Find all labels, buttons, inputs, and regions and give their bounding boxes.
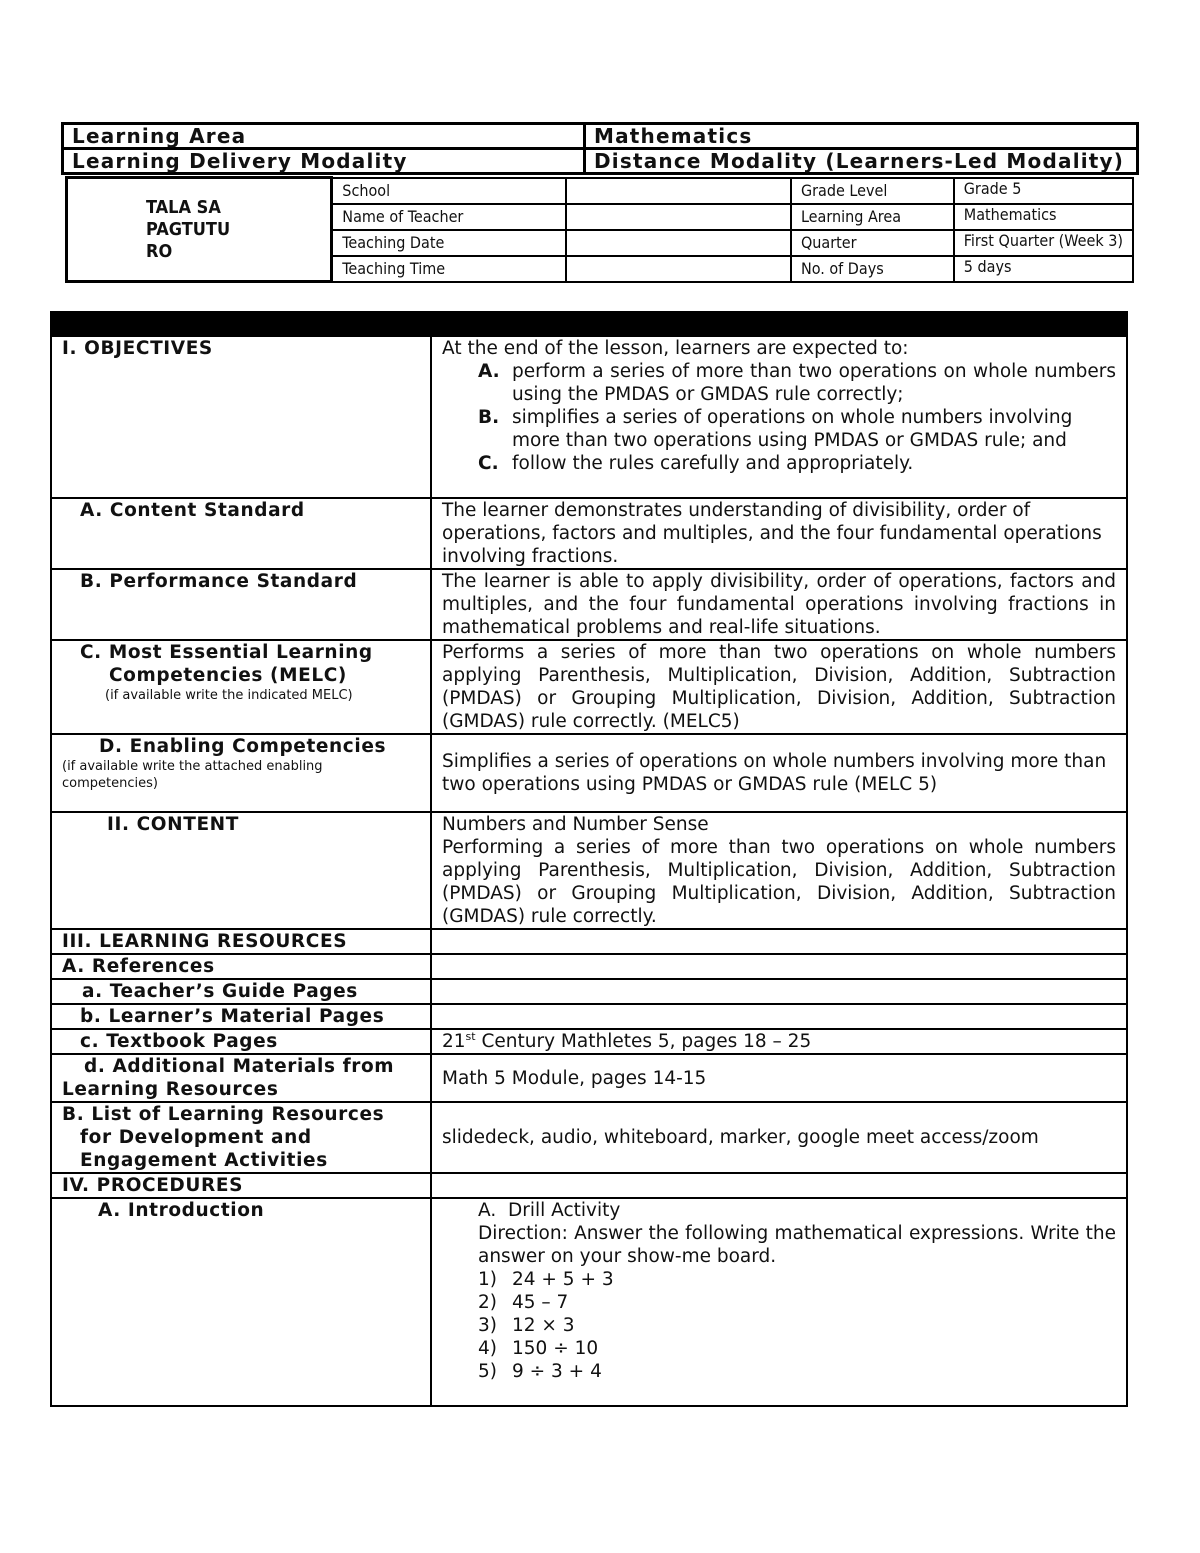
list-marker: B. bbox=[478, 407, 500, 428]
additional-materials-label bbox=[51, 1054, 431, 1102]
tg-pages-label: a. Teacher’s Guide Pages bbox=[51, 979, 431, 1004]
list-text: 150 ÷ 10 bbox=[512, 1338, 599, 1359]
teaching-time-label: Teaching Time bbox=[332, 256, 567, 282]
expressions-list bbox=[442, 1268, 1116, 1383]
table-row bbox=[51, 812, 1127, 929]
list-text: simplifies a series of operations on whole numbers involving more than two operations using PMDAS or GMDAS rule; and bbox=[512, 407, 1073, 451]
list-text: 9 ÷ 3 + 4 bbox=[512, 1361, 602, 1382]
list-resources-value: slidedeck, audio, whiteboard, marker, google meet access/zoom bbox=[431, 1102, 1127, 1173]
textbook-num: 21 bbox=[442, 1031, 466, 1052]
list-marker: 4) bbox=[478, 1338, 497, 1359]
performance-standard-label: B. Performance Standard bbox=[51, 569, 431, 640]
melc-label-line: C. Most Essential Learning bbox=[80, 642, 373, 663]
enabling-note: (if available write the attached enabling competencies) bbox=[62, 759, 323, 791]
list-item bbox=[478, 1337, 1116, 1360]
school-info-table bbox=[65, 176, 1134, 283]
references-label: A. References bbox=[51, 954, 431, 979]
list-text: 12 × 3 bbox=[512, 1315, 575, 1336]
list-item bbox=[478, 1291, 1116, 1314]
content-standard-text: The learner demonstrates understanding of divisibility, order of operations, factors and multiples, and the four fundamental operations involving fractions. bbox=[431, 498, 1127, 569]
list-item bbox=[478, 1314, 1116, 1337]
introduction-label: A. Introduction bbox=[51, 1198, 431, 1406]
info-title-line: RO bbox=[146, 240, 173, 262]
list-text: 45 – 7 bbox=[512, 1292, 569, 1313]
list-item bbox=[478, 406, 1116, 452]
teacher-label: Name of Teacher bbox=[332, 204, 567, 230]
content-text: Performing a series of more than two operations on whole numbers applying Parenthesis, Multiplication, Division, Addition, Subtraction (PMDAS) or Grouping Multiplication, Division, Addition, Subtraction (GMDAS) rule correctly. bbox=[442, 837, 1116, 927]
textbook-pages-value bbox=[431, 1029, 1127, 1054]
list-item bbox=[478, 452, 1116, 475]
drill-direction: Direction: Answer the following mathematical expressions. Write the answer on your show-me board. bbox=[478, 1223, 1116, 1267]
empty-cell bbox=[431, 979, 1127, 1004]
melc-label-line: Competencies (MELC) bbox=[109, 665, 347, 686]
empty-cell bbox=[431, 1004, 1127, 1029]
table-row bbox=[51, 954, 1127, 979]
teaching-date-label: Teaching Date bbox=[332, 230, 567, 256]
teaching-time-value bbox=[566, 256, 790, 282]
teacher-value bbox=[566, 204, 790, 230]
quarter-label: Quarter bbox=[791, 230, 954, 256]
melc-text: Performs a series of more than two operations on whole numbers applying Parenthesis, Multiplication, Division, Addition, Subtraction (PMDAS) or Grouping Multiplication, Division, Addition, Subtraction (GMDAS) rule correctly. (MELC5) bbox=[431, 640, 1127, 734]
table-row bbox=[51, 929, 1127, 954]
days-value: 5 days bbox=[954, 256, 1133, 282]
list-marker: 2) bbox=[478, 1292, 497, 1313]
learning-area-label: Learning Area bbox=[63, 124, 585, 149]
resources-label: III. LEARNING RESOURCES bbox=[51, 929, 431, 954]
list-marker: 5) bbox=[478, 1361, 497, 1382]
textbook-pages-label: c. Textbook Pages bbox=[51, 1029, 431, 1054]
modality-label: Learning Delivery Modality bbox=[63, 149, 585, 174]
additional-materials-value: Math 5 Module, pages 14-15 bbox=[431, 1054, 1127, 1102]
lm-pages-label: b. Learner’s Material Pages bbox=[51, 1004, 431, 1029]
enabling-label-text: D. Enabling Competencies bbox=[99, 736, 387, 757]
drill-title-line bbox=[478, 1199, 1116, 1222]
content-topic: Numbers and Number Sense bbox=[442, 814, 709, 835]
objectives-label: I. OBJECTIVES bbox=[51, 336, 431, 498]
list-item bbox=[478, 1268, 1116, 1291]
content-label: II. CONTENT bbox=[51, 812, 431, 929]
list-resources-label bbox=[51, 1102, 431, 1173]
table-row bbox=[51, 336, 1127, 498]
list-item bbox=[478, 1360, 1116, 1383]
table-row bbox=[51, 569, 1127, 640]
list-text: follow the rules carefully and appropriately. bbox=[512, 453, 914, 474]
additional-line: d. Additional Materials from bbox=[84, 1056, 395, 1077]
teaching-date-value bbox=[566, 230, 790, 256]
grade-level-label: Grade Level bbox=[791, 178, 954, 204]
table-row bbox=[51, 979, 1127, 1004]
header-table bbox=[61, 122, 1139, 175]
info-title bbox=[67, 178, 332, 282]
enabling-text: Simplifies a series of operations on whole numbers involving more than two operations using PMDAS or GMDAS rule (MELC 5) bbox=[431, 734, 1127, 812]
objectives-list bbox=[442, 360, 1116, 475]
table-row bbox=[51, 1004, 1127, 1029]
table-row bbox=[51, 1054, 1127, 1102]
table-row bbox=[51, 1029, 1127, 1054]
additional-line: Learning Resources bbox=[62, 1079, 279, 1100]
objectives-intro: At the end of the lesson, learners are expected to: bbox=[442, 338, 909, 359]
list-resources-line: Engagement Activities bbox=[80, 1150, 328, 1171]
content-cell bbox=[431, 812, 1127, 929]
melc-note: (if available write the indicated MELC) bbox=[105, 688, 353, 703]
textbook-title: Century Mathletes 5, pages 18 – 25 bbox=[475, 1031, 812, 1052]
empty-cell bbox=[431, 929, 1127, 954]
lesson-plan-table bbox=[50, 311, 1128, 1407]
list-resources-line: for Development and bbox=[80, 1127, 312, 1148]
list-marker: C. bbox=[478, 453, 499, 474]
table-row bbox=[51, 1173, 1127, 1198]
table-row bbox=[51, 1198, 1127, 1406]
drill-marker: A. bbox=[478, 1200, 497, 1221]
list-item bbox=[478, 360, 1116, 406]
info-title-line: PAGTUTU bbox=[146, 218, 231, 240]
list-marker: A. bbox=[478, 361, 500, 382]
days-label: No. of Days bbox=[791, 256, 954, 282]
list-marker: 1) bbox=[478, 1269, 497, 1290]
drill-activity bbox=[442, 1199, 1116, 1268]
melc-label bbox=[51, 640, 431, 734]
grade-level-value: Grade 5 bbox=[954, 178, 1133, 204]
school-value bbox=[566, 178, 790, 204]
list-resources-line: B. List of Learning Resources bbox=[62, 1104, 385, 1125]
learning-area-value: Mathematics bbox=[585, 124, 1138, 149]
list-marker: 3) bbox=[478, 1315, 497, 1336]
textbook-sup: st bbox=[465, 1029, 476, 1043]
modality-value: Distance Modality (Learners-Led Modality) bbox=[585, 149, 1138, 174]
performance-standard-text: The learner is able to apply divisibility, order of operations, factors and multiples, and the four fundamental operations involving fractions in mathematical problems and real-life situations. bbox=[431, 569, 1127, 640]
school-label: School bbox=[332, 178, 567, 204]
table-row bbox=[51, 498, 1127, 569]
introduction-cell bbox=[431, 1198, 1127, 1406]
enabling-label bbox=[51, 734, 431, 812]
list-text: perform a series of more than two operations on whole numbers using the PMDAS or GMDAS rule correctly; bbox=[512, 361, 1116, 405]
procedures-label: IV. PROCEDURES bbox=[51, 1173, 431, 1198]
empty-cell bbox=[431, 954, 1127, 979]
drill-title: Drill Activity bbox=[507, 1200, 621, 1221]
info-title-line: TALA SA bbox=[146, 196, 221, 218]
info-learning-area-value: Mathematics bbox=[954, 204, 1133, 230]
objectives-cell bbox=[431, 336, 1127, 498]
content-standard-label: A. Content Standard bbox=[51, 498, 431, 569]
table-row bbox=[51, 640, 1127, 734]
empty-cell bbox=[431, 1173, 1127, 1198]
quarter-value: First Quarter (Week 3) bbox=[954, 230, 1133, 256]
table-row bbox=[51, 1102, 1127, 1173]
table-row bbox=[51, 734, 1127, 812]
table-header-bar bbox=[51, 312, 1127, 336]
list-text: 24 + 5 + 3 bbox=[512, 1269, 614, 1290]
info-learning-area-label: Learning Area bbox=[791, 204, 954, 230]
